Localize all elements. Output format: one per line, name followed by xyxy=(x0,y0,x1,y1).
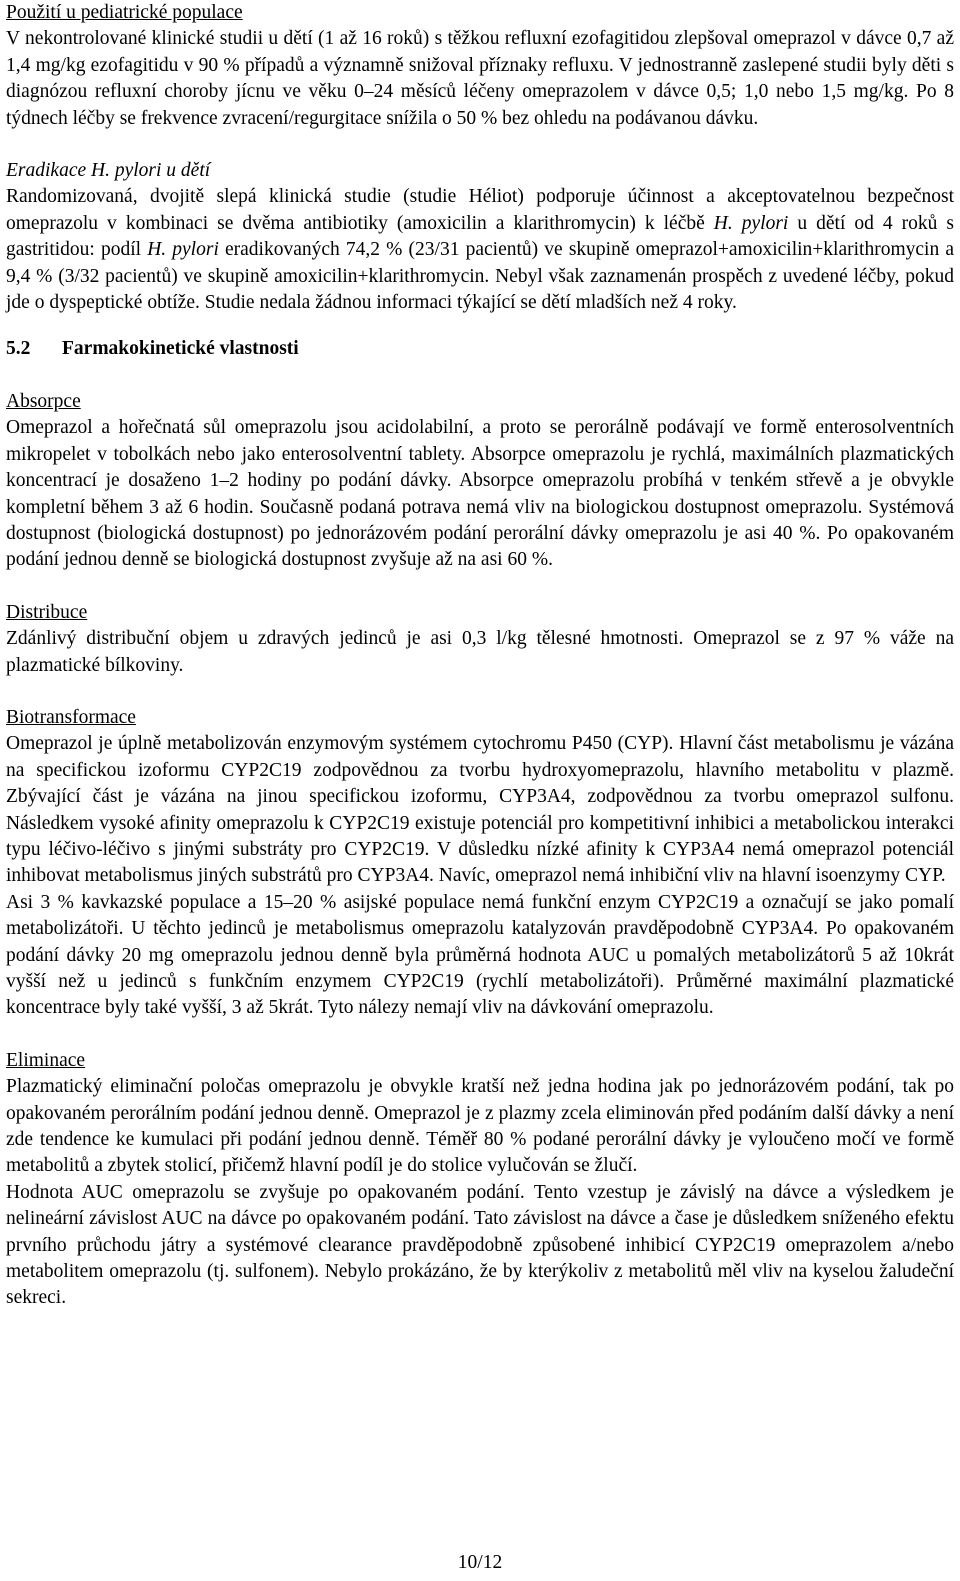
elimination-paragraph-1: Plazmatický eliminační poločas omeprazolu je obvykle kratší než jedna hodina jak po jednorázovém podání, tak po opakovaném perorálním podání jednou denně. Omeprazol je z plazmy zcela eliminován před podáním další dávky a není zde tendence ke kumulaci při podání jednou denně. Téměř 80 % podané perorální dávky je vyloučeno močí ve formě metabolitů a zbytek stolicí, přičemž hlavní podíl je do stolice vylučován se žlučí. xyxy=(6,1076,954,1177)
eradication-paragraph: Randomizovaná, dvojitě slepá klinická studie (studie Héliot) podporuje účinnost a akceptovatelnou bezpečnost omeprazolu v kombinaci se dvěma antibiotiky (amoxicilin a klarithromycin) k léčbě H. pylori u dětí od 4 roků s gastritidou: podíl H. pylori eradikovaných 74,2 % (23/31 pacientů) ve skupině omeprazol+amoxicilin+klarithromycin a 9,4 % (3/32 pacientů) ve skupině amoxicilin+klarithromycin. Nebyl však zaznamenán prospěch z uvedené léčby, pokud jde o dyspeptické obtíže. Studie nedala žádnou informaci týkající se dětí mladších než 4 roky. xyxy=(6,186,954,314)
absorption-paragraph: Omeprazol a hořečnatá sůl omeprazolu jsou acidolabilní, a proto se perorálně podávají ve formě enterosolventních mikropelet v tobolkách nebo jako enterosolventní tablety. Absorpce omeprazolu je rychlá, maximálních plazmatických koncentrací je dosaženo 1–2 hodiny po podání dávky. Absorpce omeprazolu probíhá v tenkém střevě a je obvykle kompletní během 3 až 6 hodin. Současně podaná potrava nemá vliv na biologickou dostupnost omeprazolu. Systémová dostupnost (biologická dostupnost) po jednorázovém podání perorální dávky omeprazolu je asi 40 %. Po opakovaném podání jednou denně se biologická dostupnost zvyšuje až na asi 60 %. xyxy=(6,417,954,571)
absorption-heading: Absorpce xyxy=(6,390,81,412)
biotransformation-heading: Biotransformace xyxy=(6,706,136,728)
eradication-heading: Eradikace H. pylori u dětí xyxy=(6,160,211,182)
section-title: Farmakokinetické vlastnosti xyxy=(62,338,299,360)
page-number: 10/12 xyxy=(457,1552,503,1573)
biotransformation-paragraph-1: Omeprazol je úplně metabolizován enzymovým systémem cytochromu P450 (CYP). Hlavní část metabolismu je vázána na specifickou izoformu CYP2C19 zodpovědnou za tvorbu hydroxyomeprazolu, hlavního metabolitu v plazmě. Zbývající část je vázána na jinou specifickou izoformu, CYP3A4, zodpovědnou za tvorbu omeprazol sulfonu. Následkem vysoké afinity omeprazolu k CYP2C19 existuje potenciál pro kompetitivní inhibici a metabolickou interakci typu léčivo-léčivo s jinými substráty pro CYP2C19. V důsledku nízké afinity k CYP3A4 nemá omeprazol potenciál inhibovat metabolismus jiných substrátů pro CYP3A4. Navíc, omeprazol nemá inhibiční vliv na hlavní isoenzymy CYP. xyxy=(6,733,954,887)
h-pylori-term: H. pylori xyxy=(147,239,219,261)
section-number: 5.2 xyxy=(6,338,31,360)
pediatric-heading: Použití u pediatrické populace xyxy=(6,2,243,23)
elimination-paragraph-2: Hodnota AUC omeprazolu se zvyšuje po opakovaném podání. Tento vzestup je závislý na dávce a výsledkem je nelineární závislost AUC na dávce po opakovaném podání. Tato závislost na dávce a čase je důsledkem sníženého efektu prvního průchodu játry a systémové clearance pravděpodobně způsobené inhibicí CYP2C19 omeprazolem a/nebo metabolitem omeprazolu (tj. sulfonem). Nebylo prokázáno, že by kterýkoliv z metabolitů měl vliv na kyselou žaludeční sekreci. xyxy=(6,1181,954,1309)
section-heading xyxy=(6,336,954,362)
distribution-heading: Distribuce xyxy=(6,601,88,623)
h-pylori-term: H. pylori xyxy=(713,212,789,234)
biotransformation-paragraph-2: Asi 3 % kavkazské populace a 15–20 % asijské populace nemá funkční enzym CYP2C19 a označují se jako pomalí metabolizátoři. U těchto jedinců je metabolismus omeprazolu katalyzován pravděpodobně CYP3A4. Po opakovaném podání dávky 20 mg omeprazolu jednou denně byla průměrná hodnota AUC u pomalých metabolizátorů 5 až 10krát vyšší než u jedinců s funkčním enzymem CYP2C19 (rychlí metabolizátoři). Průměrné maximální plazmatické koncentrace byly také vyšší, 3 až 5krát. Tyto nálezy nemají vliv na dávkování omeprazolu. xyxy=(6,891,954,1019)
distribution-paragraph: Zdánlivý distribuční objem u zdravých jedinců je asi 0,3 l/kg tělesné hmotnosti. Omeprazol se z 97 % váže na plazmatické bílkoviny. xyxy=(6,628,954,676)
pediatric-paragraph: V nekontrolované klinické studii u dětí (1 až 16 roků) s těžkou refluxní ezofagitidou zlepšoval omeprazol v dávce 0,7 až 1,4 mg/kg ezofagitidu v 90 % případů a významně snižoval příznaky refluxu. V jednostranně zaslepené studii byly děti s diagnózou refluxní choroby jícnu ve věku 0–24 měsíců léčeny omeprazolem v dávce 0,5; 1,0 nebo 1,5 mg/kg. Po 8 týdnech léčby se frekvence zvracení/regurgitace snížila o 50 % bez ohledu na podávanou dávku. xyxy=(6,28,954,129)
elimination-heading: Eliminace xyxy=(6,1049,86,1071)
document-page xyxy=(6,0,954,1312)
